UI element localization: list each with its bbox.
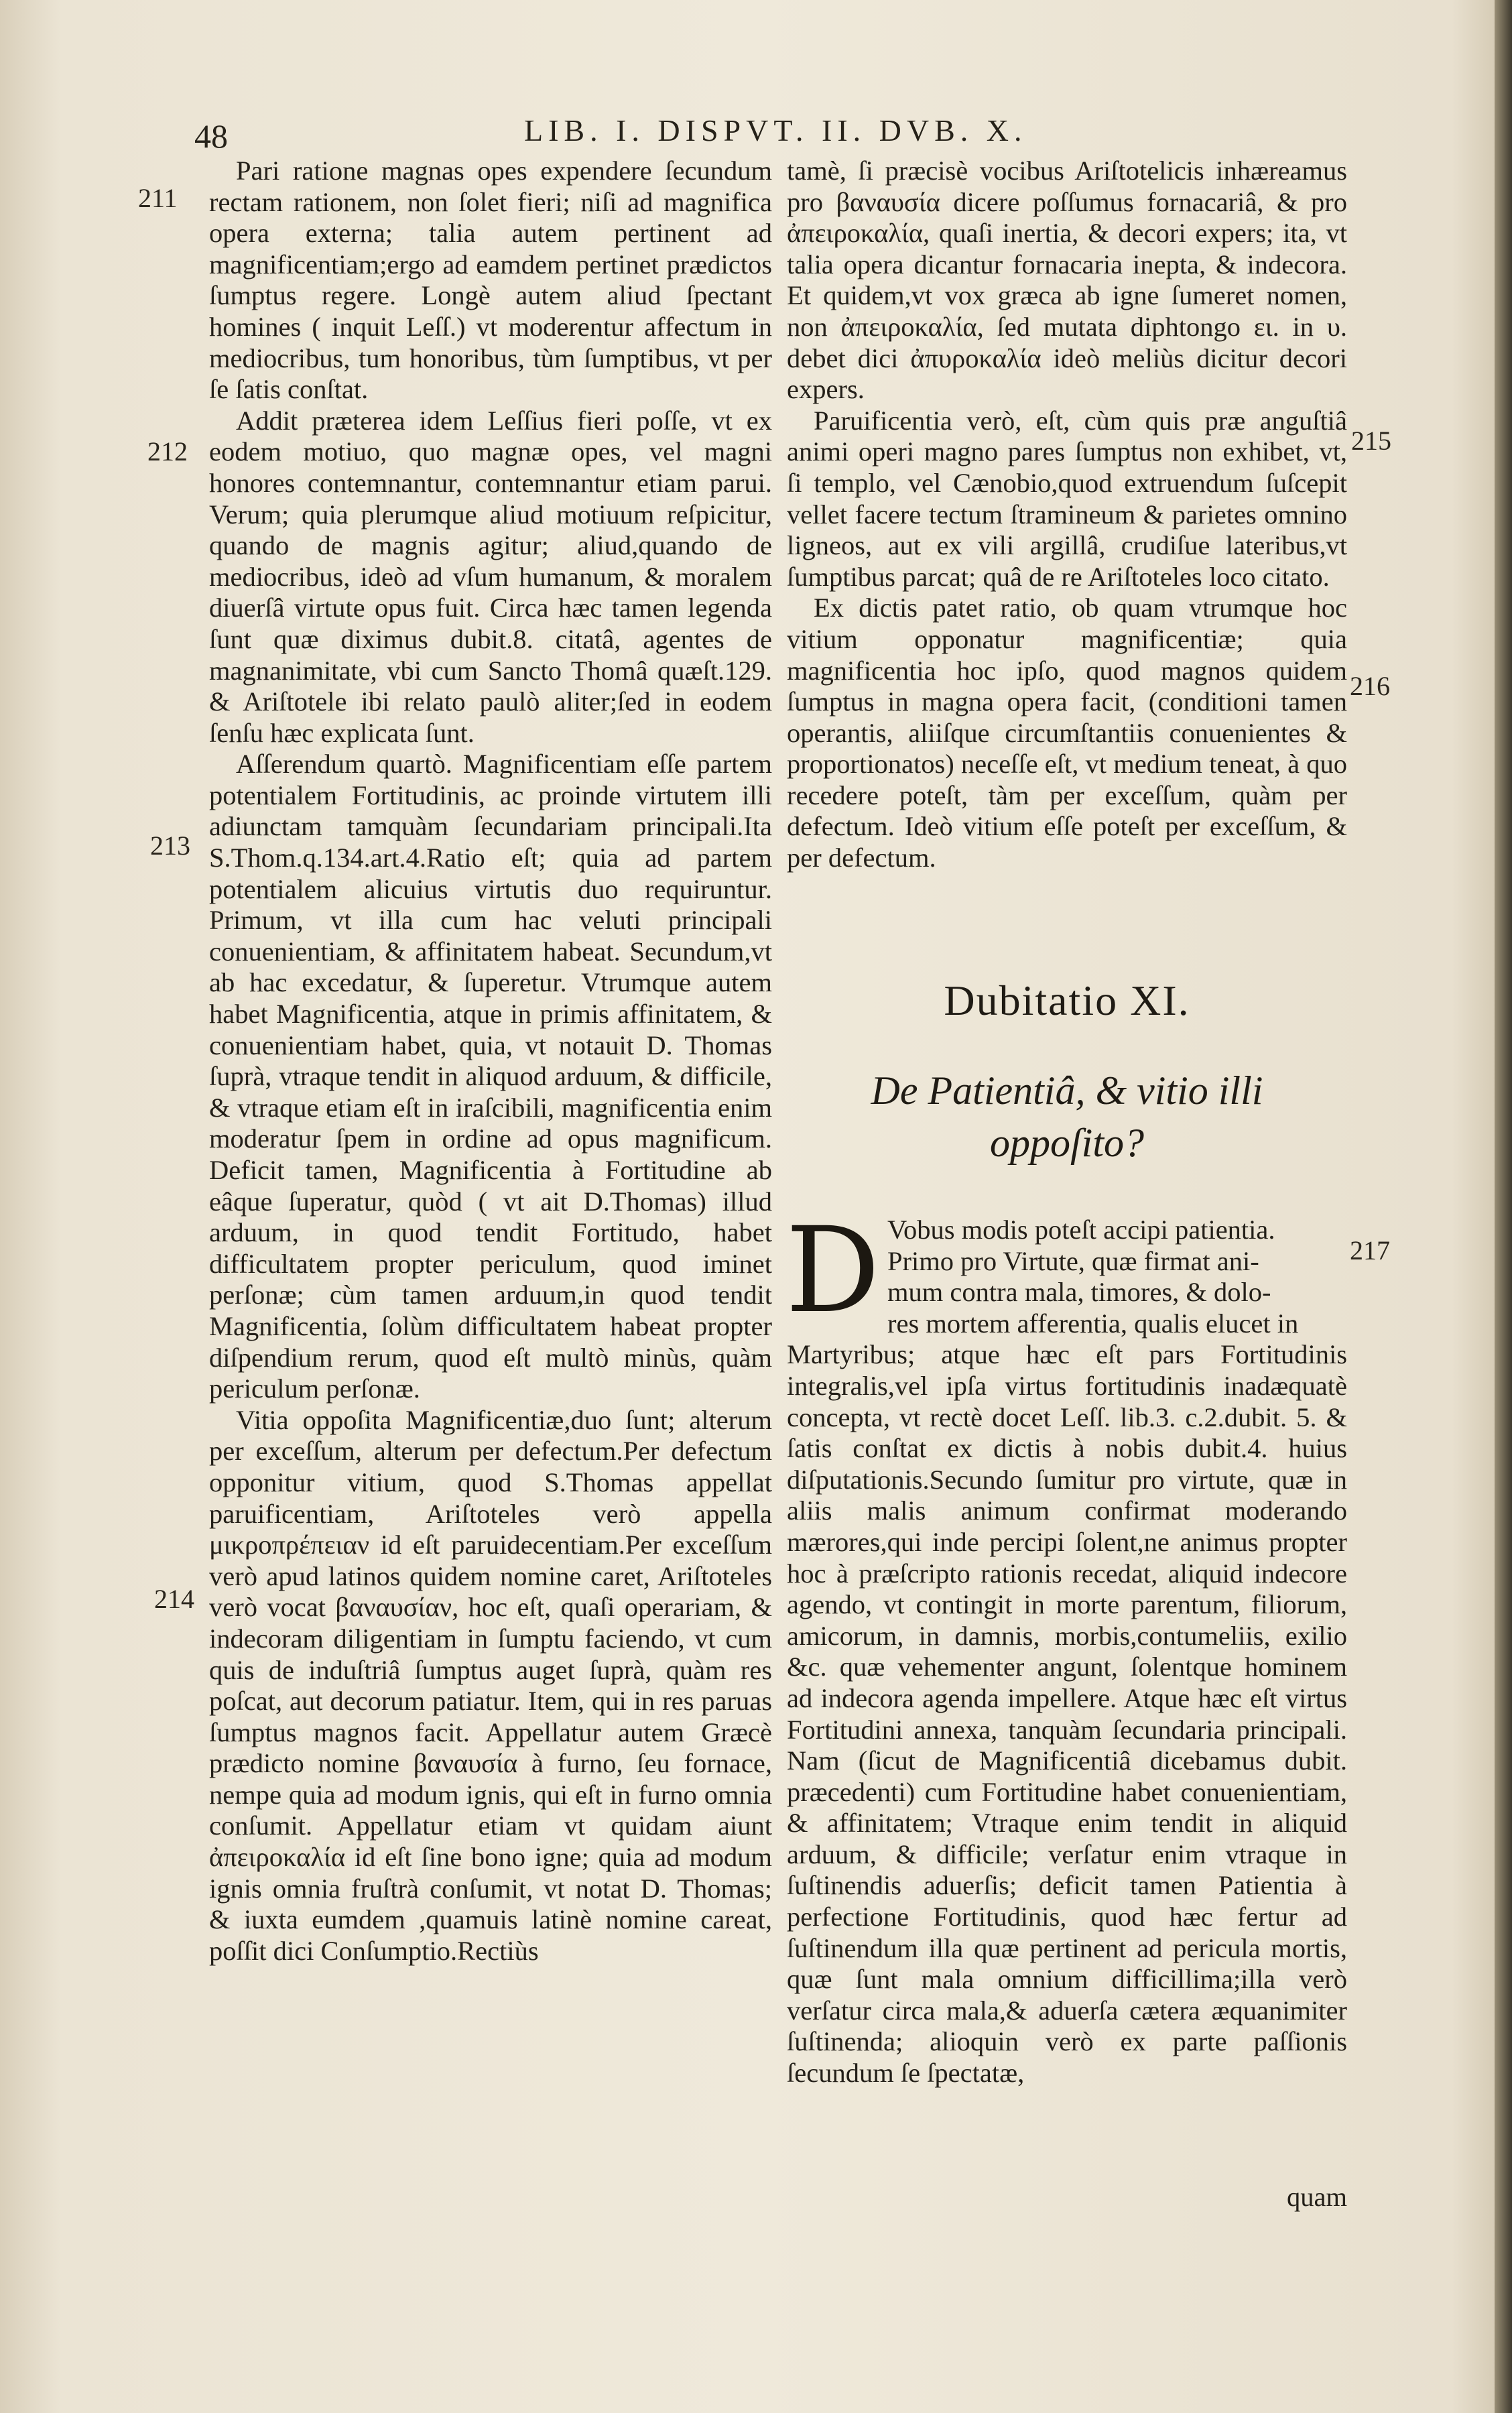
text-line: Primo pro Virtute, quæ firmat ani- (887, 1245, 1259, 1276)
margin-number: 212 (147, 436, 188, 467)
page-header (194, 113, 1401, 153)
paragraph: tamè, ſi præcisè vocibus Ariſtotelicis inhæreamus pro βαναυσία dicere poſſumus fornacariâ, & pro ἀπειροκαλία, quaſi inertia, & decori expers; ita, vt talia opera dicantur fornacaria inepta, & indecora. Et quidem,vt vox græca ab igne ſumeret nomen, non ἀπειροκαλία, ſed mutata diphtongo ει. in υ. debet dici ἀπυροκαλία ideò meliùs dicitur decori expers. (787, 156, 1347, 405)
subtitle-line: oppoſito? (989, 1121, 1144, 1165)
paragraph: Vitia oppoſita Magnificentiæ,duo ſunt; alterum per exceſſum, alterum per defectum.Per defectum opponitur vitium, quod S.Thomas appellat paruificentiam, Ariſtoteles verò appella μικροπρέπειαν id eſt paruidecentiam.Per exceſſum verò apud latinos quidem nomine caret, Ariſtoteles verò vocat βαναυσίαν, hoc eſt, quaſi operariam, & indecoram diligentiam in ſumptu faciendo, vt cum quis de induſtriâ ſumptus auget ſuprà, quàm res poſcat, aut decorum patiatur. Item, qui in res paruas ſumptus magnos facit. Appellatur autem Græcè prædicto nomine βαναυσία à furno, ſeu fornace, nempe quia ad modum ignis, qui eſt in furno omnia conſumit. Appellatur etiam vt quidam aiunt ἀπειροκαλία id eſt ſine bono igne; quia ad modum ignis omnia fruſtrà conſumit, vt notat D. Thomas; & iuxta eumdem ,quamuis latinè nomine careat, poſſit dici Conſumptio.Rectiùs (209, 1404, 772, 1966)
book-edge-shadow (1495, 0, 1512, 2413)
left-column (209, 156, 772, 1967)
margin-number: 216 (1350, 671, 1390, 701)
right-column (787, 156, 1347, 874)
subtitle-line: De Patientiâ, & vitio illi (871, 1068, 1263, 1113)
drop-capital: D (785, 1202, 881, 1339)
page-number: 48 (194, 117, 228, 155)
text-line: mum contra mala, timores, & dolo- (887, 1277, 1271, 1308)
paragraph: Aſſerendum quartò. Magnificentiam eſſe partem potentialem Fortitudinis, ac proinde virtutem illi adiunctam tamquàm ſecundariam principali.Ita S.Thom.q.134.art.4.Ratio eſt; quia ad partem potentialem alicuius virtutis duo requiruntur. Primum, vt illa cum hac veluti principali conuenientiam, & affinitatem habeat. Secundum,vt ab hac excedatur, & ſuperetur. Vtrumque autem habet Magnificentia, atque in primis affinitatem, & conuenientiam habet, quia, vt notauit D. Thomas ſuprà, vtraque tendit in aliquod arduum, & difficile, & vtraque etiam eſt in iraſcibili, magnificentia enim moderatur ſpem in ordine ad opus magnificum. Deficit tamen, Magnificentia à Fortitudine ab eâque ſuperatur, quòd ( vt ait D.Thomas) illud arduum, in quod tendit Fortitudo, habet difficultatem propter periculum, quod iminet perſonæ; cùm tamen arduum,in quod tendit Magnificentia, ſolùm difficultatem habeat propter diſpendium rerum, quod eſt multò minùs, quàm periculum perſonæ. (209, 749, 772, 1404)
paragraph: Martyribus; atque hæc eſt pars Fortitudinis integralis,vel ipſa virtus fortitudinis inadæquatè concepta, vt rectè docet Leſſ. lib.3. c.2.dubit. 5. & ſatis conſtat ex dictis à nobis dubit.4. huius diſputationis.Secundo ſumitur pro virtute, quæ in aliis malis animum confirmat moderando mærores,qui inde percipi ſolent,ne animus propter hoc à præſcripto rationis recedat, aliquid indecore agendo, vt contingit in morte parentum, filiorum, amicorum, in damnis, morbis,contumeliis, exilio &c. quæ vehementer angunt, ſolentque hominem ad indecora agenda impellere. Atque hæc eſt virtus Fortitudini annexa, tanquàm ſecundaria principali. Nam (ſicut de Magnificentiâ dicebamus dubit. præcedenti) cum Fortitudine habet conuenientiam, & affinitatem; Vtraque enim tendit in aliquid arduum, & difficile; verſatur enim vtraque in ſuſtinendis aduerſis; deficit tamen Patientia à perfectione Fortitudinis, quod hæc fertur ad ſuſtinendum illa quæ pertinent ad pericula mortis, quæ ſunt mala omnium difficillima;illa verò verſatur circa mala,& aduerſa cætera æquanimiter ſuſtinenda; alioquin verò ex parte paſſionis ſecundum ſe ſpectatæ, (787, 1339, 1347, 2089)
running-head: LIB. I. DISPVT. II. DVB. X. (524, 113, 1027, 147)
margin-number: 217 (1350, 1235, 1390, 1265)
paragraph: Addit præterea idem Leſſius fieri poſſe, vt ex eodem motiuo, quo magnæ opes, vel magni honores contemnantur, contemnantur etiam parui. Verum; quia plerumque aliud motiuum reſpicitur, quando de magnis agitur; aliud,quando de mediocribus, ideò ad vſum humanum, & moralem diuerſâ virtute opus fuit. Circa hæc tamen legenda ſunt quæ diximus dubit.8. citatâ, agentes de magnanimitate, vbi cum Sancto Thomâ quæſt.129. & Ariſtotele ibi relato paulò aliter;ſed in eodem ſenſu hæc explicata ſunt. (209, 405, 772, 748)
margin-number: 213 (150, 830, 190, 861)
margin-number: 211 (138, 183, 178, 213)
text-line: res mortem afferentia, qualis elucet in (887, 1308, 1299, 1339)
paragraph: Paruificentia verò, eſt, cùm quis præ anguſtiâ animi operi magno pares ſumptus non exhibet, vt, ſi templo, vel Cænobio,quod extruendum ſuſcepit vellet facere tectum ſtramineum & parietes omnino ligneos, aut ex vili argillâ, crudiſue lateribus,vt ſumptibus parcat; quâ de re Ariſtoteles loco citato. (787, 405, 1347, 592)
paragraph: Pari ratione magnas opes expendere ſecundum rectam rationem, non ſolet fieri; niſi ad magnifica opera externa; talia autem pertinent ad magnificentiam;ergo ad eamdem pertinet prædictos ſumptus regere. Longè autem aliud ſpectant homines ( inquit Leſſ.) vt moderentur affectum in mediocribus, tum honoribus, tùm ſumptibus, vt per ſe ſatis conſtat. (209, 156, 772, 405)
section-subtitle (787, 1064, 1347, 1169)
margin-number: 215 (1351, 426, 1391, 456)
text-line: Vobus modis poteſt accipi patientia. (887, 1215, 1275, 1245)
paragraph: Ex dictis patet ratio, ob quam vtrumque hoc vitium opponatur magnificentiæ; quia magnificentia hoc ipſo, quod magnos quidem ſumptus in magna opera facit, (conditioni tamen operantis, aliiſque circumſtantiis conuenientes & proportionatos) neceſſe eſt, vt medium teneat, à quo recedere poteſt, tàm per exceſſum, quàm per defectum. Ideò vitium eſſe poteſt per exceſſum, & per defectum. (787, 593, 1347, 873)
margin-number: 214 (154, 1584, 194, 1614)
section-heading: Dubitatio XI. (944, 977, 1190, 1024)
catchword: quam (1287, 2182, 1347, 2212)
section-body (785, 1202, 1347, 2089)
